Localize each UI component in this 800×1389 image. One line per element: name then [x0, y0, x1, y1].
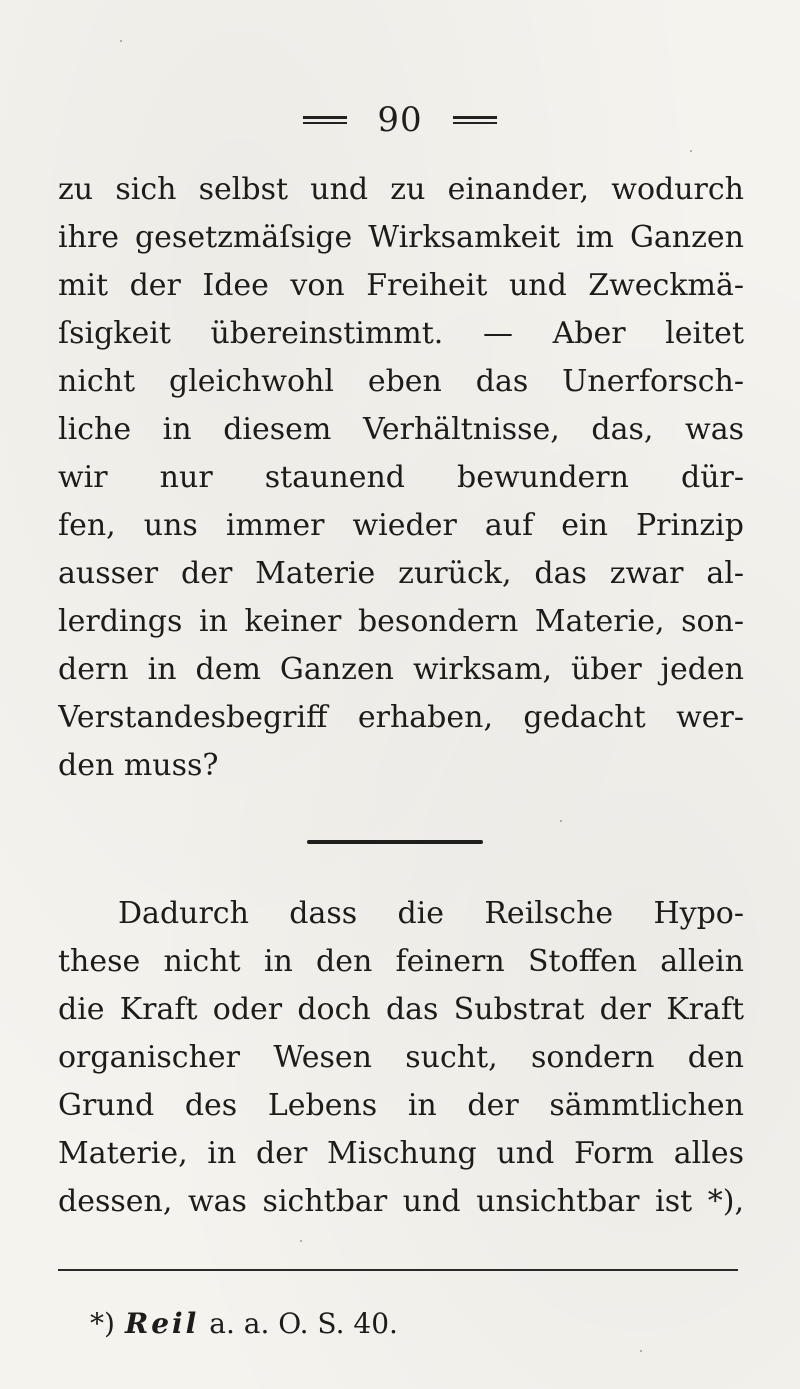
text-line: wir nur staunend bewundern dür- [58, 460, 744, 495]
text-line: Materie, in der Mischung und Form alles [58, 1136, 744, 1171]
paper-speck [120, 40, 122, 42]
text-line: ſsigkeit übereinstimmt. — Aber leitet [58, 316, 744, 351]
text-line: dern in dem Ganzen wirksam, über jeden [58, 652, 744, 687]
text-line: ihre gesetzmäſsige Wirksamkeit im Ganzen [58, 220, 744, 255]
footnote-mark: *) [90, 1307, 115, 1340]
text-line: nicht gleichwohl eben das Unerforsch- [58, 364, 744, 399]
footnote-rule [58, 1269, 738, 1271]
text-line: dessen, was sichtbar und unsichtbar ist *), [58, 1184, 744, 1219]
text-line: Dadurch dass die Reilsche Hypo- [118, 896, 744, 931]
paper-speck [560, 820, 562, 822]
text-line: ausser der Materie zurück, das zwar al- [58, 556, 744, 591]
text-line: Grund des Lebens in der sämmtlichen [58, 1088, 744, 1123]
page-number: 90 [377, 100, 423, 140]
paper-speck [300, 1240, 302, 1242]
header-dash-left [303, 116, 347, 124]
header-dash-right [453, 116, 497, 124]
text-line: lerdings in keiner besondern Materie, son- [58, 604, 744, 639]
section-divider [307, 840, 483, 844]
paragraph-2 [58, 890, 744, 1230]
footnote-reference: a. a. O. S. 40. [209, 1307, 398, 1340]
text-line: zu sich selbst und zu einander, wodurch [58, 172, 744, 207]
text-line: die Kraft oder doch das Substrat der Kraft [58, 992, 744, 1027]
footnote [90, 1304, 590, 1344]
text-line: mit der Idee von Freiheit und Zweckmä- [58, 268, 744, 303]
text-line: den muss? [58, 748, 219, 783]
paper-speck [640, 1350, 642, 1352]
paragraph-1 [58, 166, 744, 806]
footnote-author: Reil [124, 1307, 200, 1340]
text-line: Verstandesbegriff erhaben, gedacht wer- [58, 700, 744, 735]
paper-speck [690, 150, 692, 152]
text-line: these nicht in den feinern Stoffen allein [58, 944, 744, 979]
text-line: liche in diesem Verhältnisse, das, was [58, 412, 744, 447]
text-line: fen, uns immer wieder auf ein Prinzip [58, 508, 744, 543]
page-header [0, 98, 800, 142]
text-line: organischer Wesen sucht, sondern den [58, 1040, 744, 1075]
